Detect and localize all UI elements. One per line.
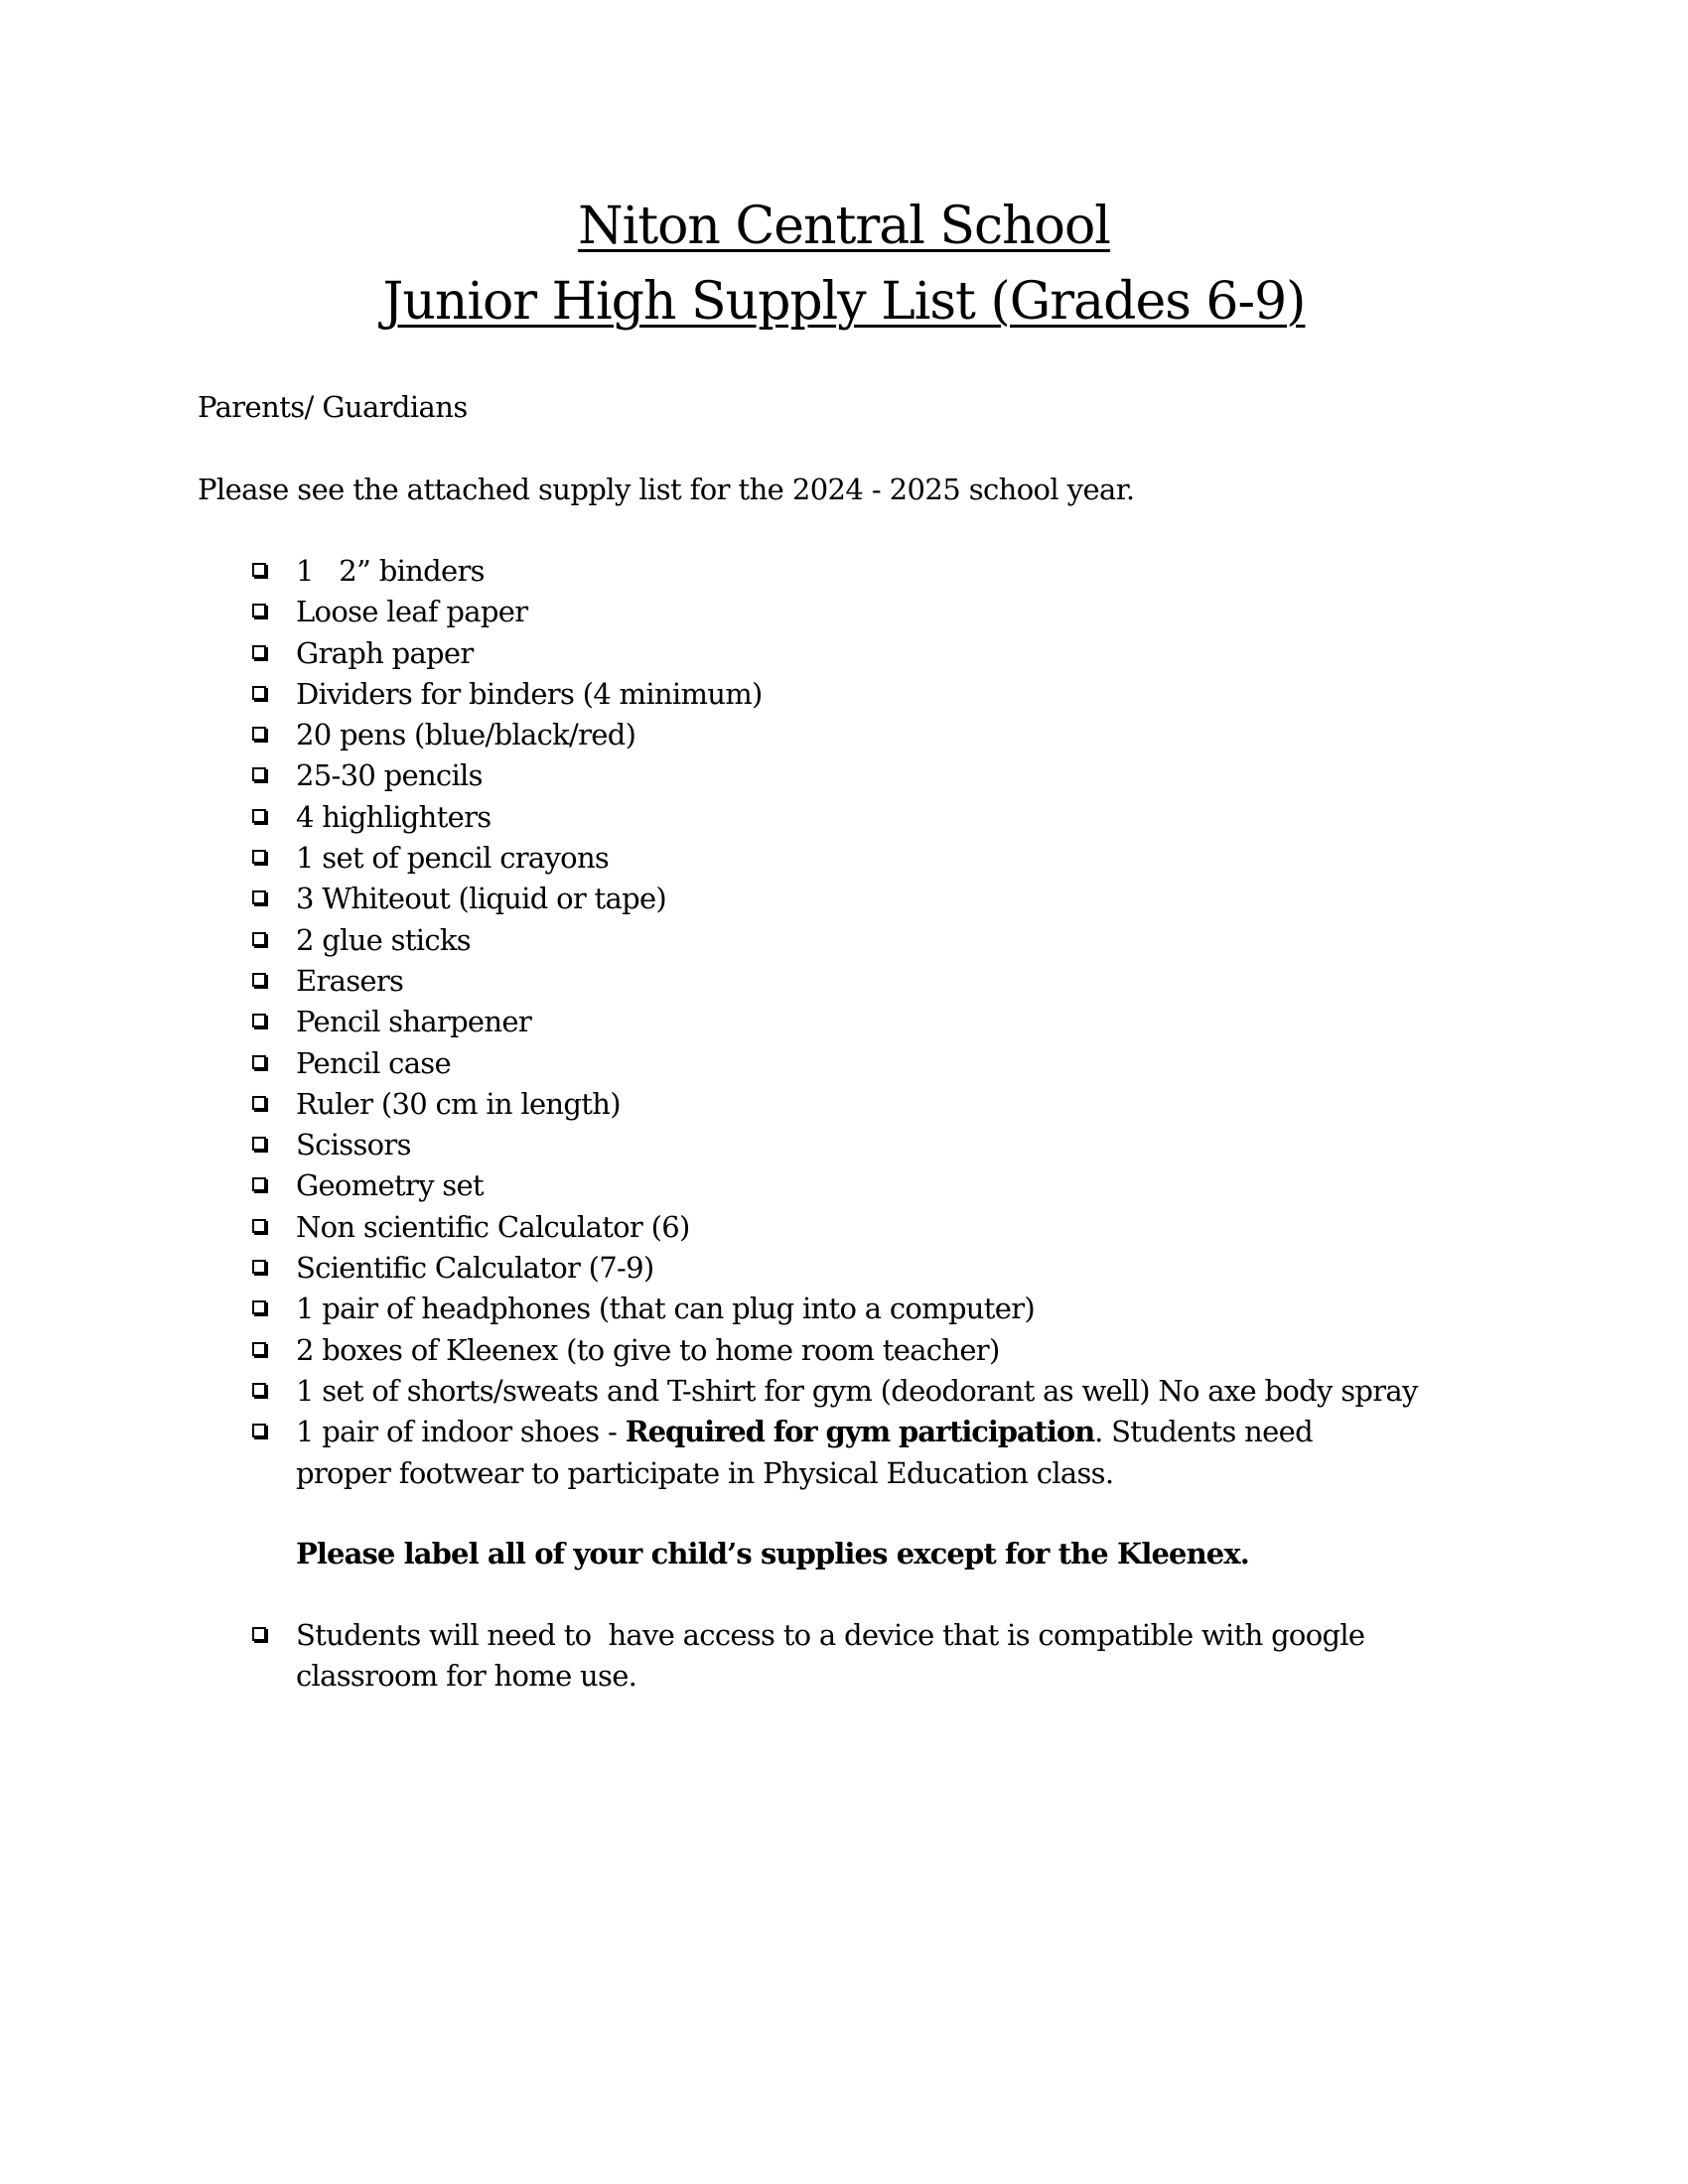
supply-list-heading [0, 270, 1688, 334]
list-item [250, 1248, 1442, 1289]
list-item-text: 1 2” binders [296, 554, 485, 588]
list-item-text: Scissors [296, 1128, 411, 1162]
checkbox-empty-icon[interactable] [252, 645, 266, 659]
checkbox-empty-icon[interactable] [252, 1014, 266, 1027]
list-item [250, 838, 1442, 879]
list-item [250, 1043, 1442, 1084]
checkbox-empty-icon[interactable] [252, 890, 266, 904]
list-item [250, 1207, 1442, 1248]
list-item [250, 633, 1442, 674]
list-item-text: 1 set of pencil crayons [296, 841, 610, 876]
list-item-text: Ruler (30 cm in length) [296, 1086, 621, 1121]
list-item [250, 674, 1442, 715]
list-item [250, 715, 1442, 755]
list-item-text: 25-30 pencils [296, 758, 483, 793]
supply-list [250, 551, 1442, 1494]
list-item [250, 1084, 1442, 1125]
checkbox-empty-icon[interactable] [252, 727, 266, 741]
list-item [250, 1289, 1442, 1329]
list-item [250, 1165, 1442, 1206]
device-item-text: Students will need to have access to a device that is compatible with google classroom for home use. [296, 1618, 1373, 1694]
school-name: Niton Central School [578, 197, 1110, 256]
list-item-text: Pencil sharpener [296, 1005, 531, 1039]
shoes-item-suffix: . Students need proper footwear to participate in Physical Education class. [296, 1415, 1313, 1490]
checkbox-empty-icon[interactable] [252, 1096, 266, 1110]
list-item-text: 4 highlighters [296, 799, 492, 834]
checkbox-empty-icon[interactable] [252, 1300, 266, 1314]
checkbox-empty-icon[interactable] [252, 1055, 266, 1069]
shoes-item-text [296, 1412, 1388, 1494]
checkbox-empty-icon[interactable] [252, 1383, 266, 1397]
list-item-text: 2 glue sticks [296, 922, 471, 957]
checkbox-empty-icon[interactable] [252, 973, 266, 987]
list-item [250, 1002, 1442, 1042]
checkbox-empty-icon[interactable] [252, 1260, 266, 1274]
list-item [250, 1125, 1442, 1165]
checkbox-empty-icon[interactable] [252, 1219, 266, 1233]
checkbox-empty-icon[interactable] [252, 563, 266, 577]
list-item-text: 1 set of shorts/sweats and T-shirt for gym (deodorant as well) No axe body spray [296, 1373, 1418, 1408]
checkbox-empty-icon[interactable] [252, 1342, 266, 1356]
checkbox-empty-icon[interactable] [252, 850, 266, 864]
list-item-text: 2 boxes of Kleenex (to give to home room teacher) [296, 1332, 1000, 1367]
list-item [250, 551, 1442, 592]
list-item [250, 1371, 1442, 1412]
list-item [250, 961, 1442, 1002]
list-item [250, 755, 1442, 796]
checkbox-empty-icon[interactable] [252, 1424, 266, 1437]
checkbox-empty-icon[interactable] [252, 1137, 266, 1151]
list-item [250, 1412, 1442, 1494]
list-item-text: Geometry set [296, 1168, 484, 1203]
list-item-text: 20 pens (blue/black/red) [296, 718, 636, 752]
device-list [250, 1615, 1442, 1698]
list-item-text: Non scientific Calculator (6) [296, 1209, 690, 1244]
checkbox-empty-icon[interactable] [252, 604, 266, 617]
list-item [250, 592, 1442, 632]
list-item [250, 920, 1442, 961]
list-item-text: Erasers [296, 963, 404, 998]
checkbox-empty-icon[interactable] [252, 932, 266, 946]
greeting: Parents/ Guardians [198, 390, 468, 424]
checkbox-empty-icon[interactable] [252, 1177, 266, 1191]
checkbox-empty-icon[interactable] [252, 686, 266, 700]
shoes-item-prefix: 1 pair of indoor shoes - [296, 1415, 626, 1449]
list-item-text: Scientific Calculator (7-9) [296, 1251, 654, 1286]
shoes-item-required: Required for gym participation [625, 1415, 1095, 1449]
list-item-text: 3 Whiteout (liquid or tape) [296, 882, 667, 916]
list-item [250, 1330, 1442, 1371]
list-item-text: Loose leaf paper [296, 595, 528, 629]
supply-list-title: Junior High Supply List (Grades 6-9) [382, 272, 1306, 332]
list-item-text: Dividers for binders (4 minimum) [296, 676, 763, 711]
checkbox-empty-icon[interactable] [252, 809, 266, 823]
list-item-text: Graph paper [296, 635, 474, 670]
list-item-text: 1 pair of headphones (that can plug into a computer) [296, 1292, 1035, 1326]
checkbox-empty-icon[interactable] [252, 767, 266, 781]
list-item-text: Pencil case [296, 1045, 451, 1080]
list-item [250, 797, 1442, 838]
checkbox-empty-icon[interactable] [252, 1627, 266, 1641]
label-note: Please label all of your child’s supplies except for the Kleenex. [296, 1537, 1249, 1570]
list-item [250, 1615, 1442, 1698]
list-item [250, 879, 1442, 919]
intro-text: Please see the attached supply list for the 2024 - 2025 school year. [198, 473, 1135, 506]
school-name-heading [0, 195, 1688, 258]
